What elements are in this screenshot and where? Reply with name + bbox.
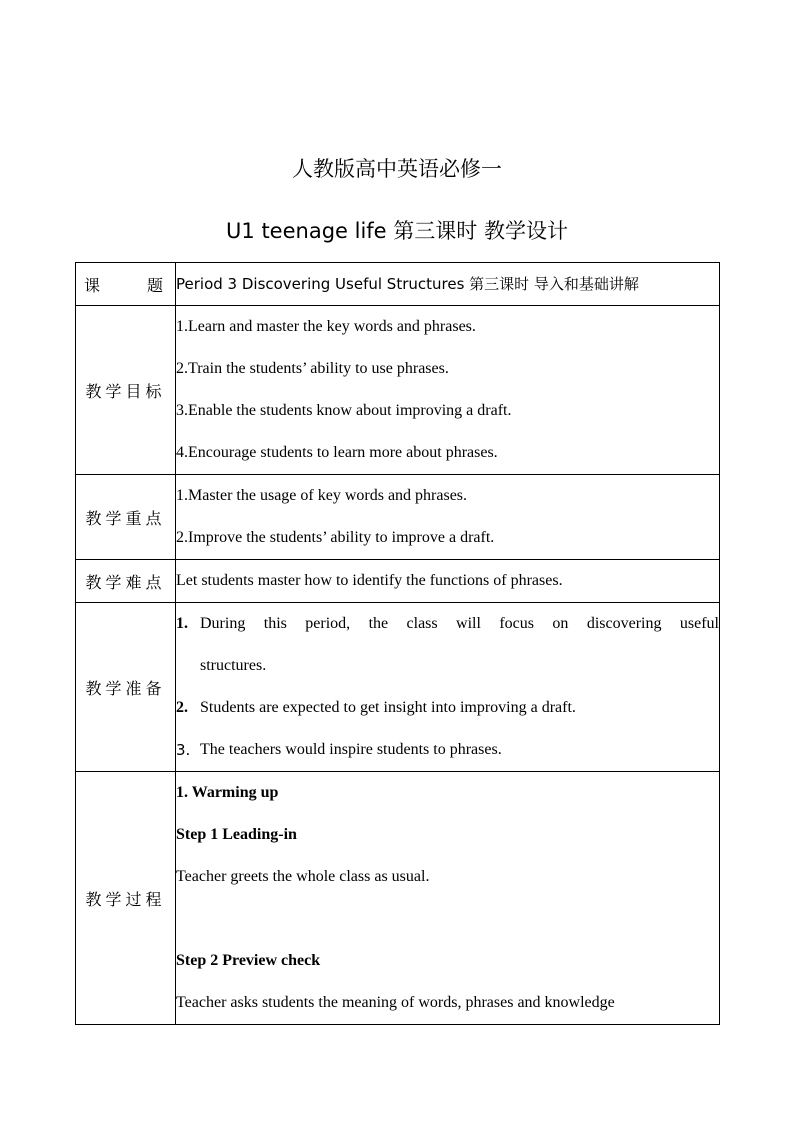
preparation-item	[176, 687, 719, 729]
process-heading: 1. Warming up	[176, 784, 279, 801]
row-label-difficulties: 教学难点	[76, 560, 176, 603]
key-point-item: 2.Improve the students’ ability to improve a draft.	[176, 529, 495, 546]
row-label-key-points: 教学重点	[76, 475, 176, 560]
difficulty-text: Let students master how to identify the functions of phrases.	[176, 572, 563, 589]
table-row-topic	[76, 263, 720, 306]
table-row-preparation	[76, 603, 720, 772]
row-label-preparation: 教学准备	[76, 603, 176, 772]
blank-line	[176, 898, 719, 940]
document-title: 人教版高中英语必修一	[292, 157, 502, 181]
preparation-text-cont: structures.	[200, 657, 267, 674]
key-point-item: 1.Master the usage of key words and phrases.	[176, 487, 468, 504]
preparation-text: During this period, the class will focus on discovering useful	[200, 615, 719, 632]
table-row-key-points	[76, 475, 720, 560]
row-label-objectives: 教学目标	[76, 306, 176, 475]
row-label-topic: 课题	[76, 263, 176, 306]
objective-item: 1.Learn and master the key words and phrases.	[176, 318, 476, 335]
preparation-number: 1.	[176, 615, 188, 632]
lesson-plan-table	[75, 262, 720, 1025]
step-2-text: Teacher asks students the meaning of words, phrases and knowledge	[176, 994, 615, 1011]
preparation-item	[176, 729, 719, 771]
row-label-process: 教学过程	[76, 772, 176, 1025]
objective-item: 4.Encourage students to learn more about phrases.	[176, 444, 498, 461]
table-row-process	[76, 772, 720, 1025]
step-2-title: Step 2 Preview check	[176, 952, 321, 969]
preparation-item	[176, 603, 719, 687]
step-1-title: Step 1 Leading-in	[176, 826, 297, 843]
preparation-number: 2.	[176, 699, 188, 716]
table-row-difficulties	[76, 560, 720, 603]
preparation-number: 3.	[176, 741, 191, 759]
document-subtitle: U1 teenage life 第三课时 教学设计	[226, 219, 568, 243]
table-row-objectives	[76, 306, 720, 475]
preparation-text: Students are expected to get insight into improving a draft.	[200, 699, 576, 716]
topic-text: Period 3 Discovering Useful Structures 第三课时 导入和基础讲解	[176, 275, 639, 293]
preparation-text: The teachers would inspire students to phrases.	[200, 741, 502, 758]
objective-item: 2.Train the students’ ability to use phrases.	[176, 360, 449, 377]
step-1-text: Teacher greets the whole class as usual.	[176, 868, 430, 885]
objective-item: 3.Enable the students know about improving a draft.	[176, 402, 512, 419]
